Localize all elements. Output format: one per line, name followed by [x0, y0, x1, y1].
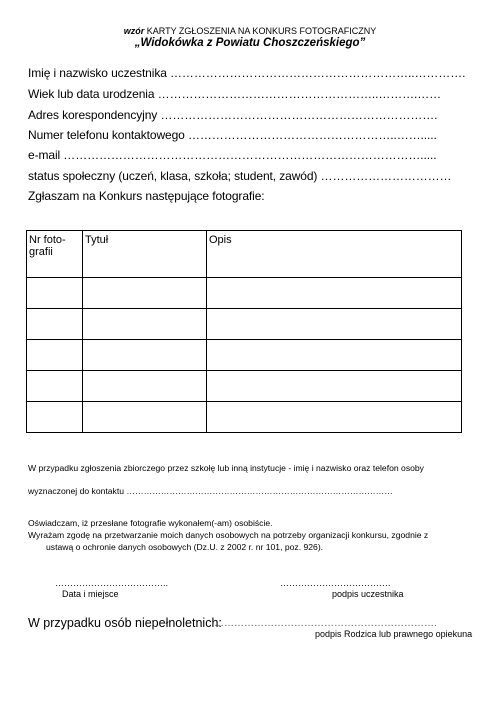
field-age[interactable]: Wiek lub data urodzenia ………………………………………………..……….…… [28, 87, 442, 101]
declaration-line2: Wyrażam zgodę na przetwarzanie moich danych osobowych na potrzeby organizacji konkursu, zgodnie z [28, 530, 429, 540]
cell-title[interactable] [83, 278, 207, 309]
participant-signature-label: podpis uczestnika [332, 589, 404, 599]
collective-contact-field[interactable]: wyznaczonej do kontaktu ………………………………………………………………………………… [28, 486, 393, 496]
field-name[interactable]: Imię i nazwisko uczestnika ……………………………………………………..…………. [28, 66, 466, 80]
collective-note-line1: W przypadku zgłoszenia zbiorczego przez szkołę lub inną instytucje - imię i nazwisko oraz telefon osoby [28, 463, 424, 473]
col-header-number: Nr foto- grafii [27, 231, 83, 278]
photos-intro: Zgłaszam na Konkurs następujące fotografie: [28, 189, 265, 203]
cell-description[interactable] [207, 340, 462, 371]
cell-description[interactable] [207, 309, 462, 340]
table-row[interactable] [27, 309, 462, 340]
table-row[interactable] [27, 371, 462, 402]
minors-label: W przypadku osób niepełnoletnich: [28, 616, 222, 630]
field-social-status[interactable]: status społeczny (uczeń, klasa, szkoła; student, zawód) …………………………… [28, 169, 452, 183]
date-place-field[interactable]: ……………………………….. [55, 578, 169, 588]
cell-number[interactable] [27, 371, 83, 402]
table-header-row [27, 231, 462, 278]
form-subtitle: „Widokówka z Powiatu Choszczeńskiego” [134, 37, 366, 49]
table-row[interactable] [27, 340, 462, 371]
cell-title[interactable] [83, 402, 207, 433]
cell-number[interactable] [27, 340, 83, 371]
table-row[interactable] [27, 278, 462, 309]
declaration-line3: ustawą o ochronie danych osobowych (Dz.U. z 2002 r. nr 101, poz. 926). [46, 542, 324, 552]
photos-table [26, 230, 462, 433]
cell-description[interactable] [207, 278, 462, 309]
date-place-label: Data i miejsce [62, 589, 119, 599]
parent-signature-label: podpis Rodzica lub prawnego opiekuna [315, 629, 473, 639]
cell-number[interactable] [27, 402, 83, 433]
col-header-title: Tytuł [83, 231, 207, 278]
form-title: wzór KARTY ZGŁOSZENIA NA KONKURS FOTOGRAFICZNY [123, 26, 377, 36]
cell-title[interactable] [83, 371, 207, 402]
cell-number[interactable] [27, 309, 83, 340]
declaration-line1: Oświadczam, iż przesłane fotografie wykonałem(-am) osobiście. [28, 518, 273, 528]
cell-description[interactable] [207, 402, 462, 433]
cell-title[interactable] [83, 340, 207, 371]
field-phone[interactable]: Numer telefonu kontaktowego ……………………………………………..……..... [28, 128, 437, 142]
field-email[interactable]: e-mail ………………………………………………………………………………..... [28, 148, 437, 162]
table-row[interactable] [27, 402, 462, 433]
cell-description[interactable] [207, 371, 462, 402]
cell-title[interactable] [83, 309, 207, 340]
field-address[interactable]: Adres korespondencyjny ……………………………………………………………. [28, 108, 438, 122]
cell-number[interactable] [27, 278, 83, 309]
participant-signature-field[interactable]: ………………………………. [280, 578, 391, 588]
col-header-description: Opis [207, 231, 462, 278]
parent-signature-field[interactable]: …………………………………………………………. [214, 618, 437, 629]
